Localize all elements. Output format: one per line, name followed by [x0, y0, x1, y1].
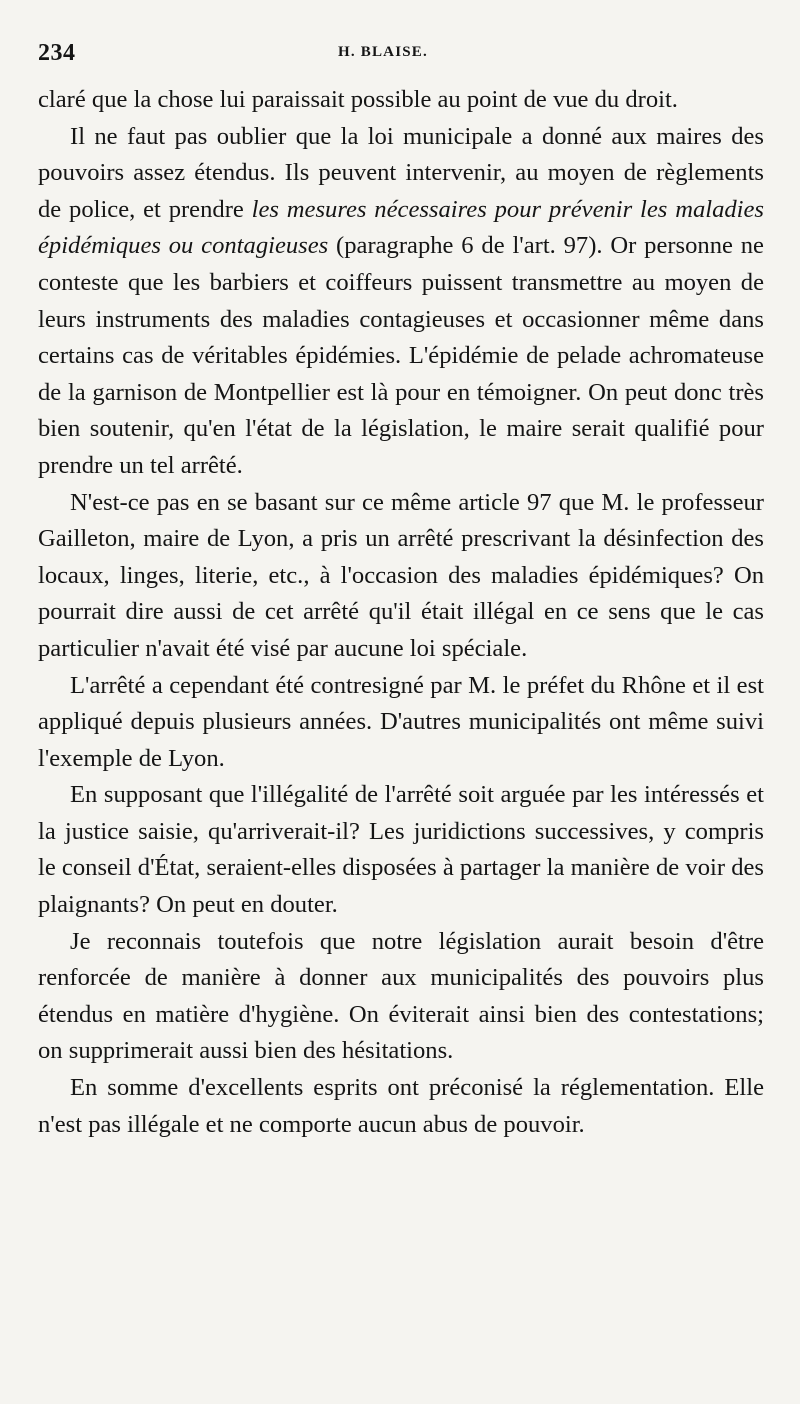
running-title: H. BLAISE. — [338, 44, 428, 60]
paragraph — [38, 924, 764, 1070]
italic-quote: les mesures nécessaires pour prévenir les maladies épidémiques ou contagieuses — [38, 195, 764, 260]
paragraph — [38, 82, 764, 119]
paragraph-text: Il ne faut pas oublier que la loi municipale a donné aux maires des pouvoirs assez étendus. Ils peuvent intervenir, au moyen de règlements de police, et prendre — [38, 122, 764, 223]
page-number: 234 — [38, 40, 76, 66]
paragraph-text: (paragraphe 6 de l'art. 97). Or personne ne conteste que les barbiers et coiffeurs puissent transmettre au moyen de leurs instruments des maladies contagieuses et occasionner même dans certains cas de véritables épidémies. L'épidémie de pelade achromateuse de la garnison de Montpellier est là pour en témoigner. On peut donc très bien soutenir, qu'en l'état de la législation, le maire serait qualifié pour prendre un tel arrêté. — [38, 232, 764, 479]
paragraph — [38, 777, 764, 923]
paragraph-text: claré que la chose lui paraissait possible au point de vue du droit. — [38, 86, 678, 113]
paragraph — [38, 668, 764, 778]
paragraph — [38, 119, 764, 485]
paragraph-text: Je reconnais toutefois que notre législation aurait besoin d'être renforcée de manière à donner aux municipalités des pouvoirs plus étendus en matière d'hygiène. On éviterait ainsi bien des contestations; on supprimerait aussi bien des hésitations. — [38, 927, 764, 1065]
body-text — [38, 82, 764, 1143]
paragraph-text: N'est-ce pas en se basant sur ce même article 97 que M. le professeur Gailleton, maire de Lyon, a pris un arrêté prescrivant la désinfection des locaux, linges, literie, etc., à l'occasion des maladies épidémiques? On pourrait dire aussi de cet arrêté qu'il était illégal en ce sens que le cas particulier n'avait été visé par aucune loi spéciale. — [38, 488, 764, 662]
running-header — [38, 36, 764, 82]
paragraph — [38, 485, 764, 668]
paragraph — [38, 1070, 764, 1143]
paragraph-text: En supposant que l'illégalité de l'arrêté soit arguée par les intéressés et la justice saisie, qu'arriverait-il? Les juridictions successives, y compris le conseil d'État, seraient-elles disposées à partager la manière de voir des plaignants? On peut en douter. — [38, 781, 764, 919]
paragraph-text: En somme d'excellents esprits ont préconisé la réglementation. Elle n'est pas illégale et ne comporte aucun abus de pouvoir. — [38, 1074, 764, 1138]
paragraph-text: L'arrêté a cependant été contresigné par M. le préfet du Rhône et il est appliqué depuis plusieurs années. D'autres municipalités ont même suivi l'exemple de Lyon. — [38, 671, 764, 772]
